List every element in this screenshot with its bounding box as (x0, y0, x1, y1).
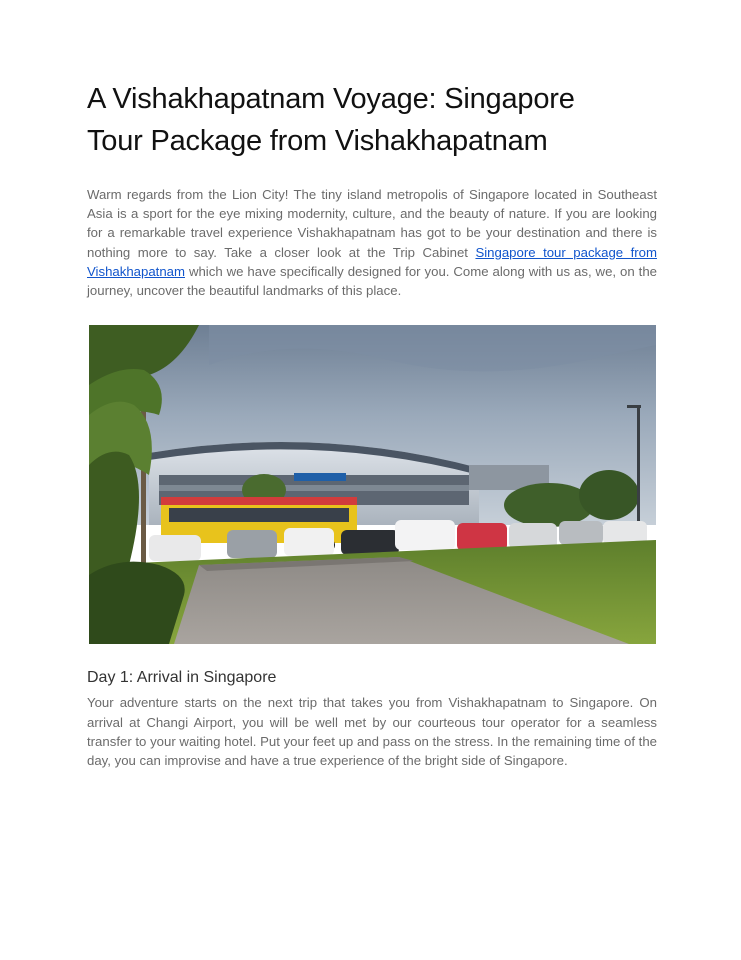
singapore-tour-package-link[interactable]: Singapore tour package from Vishakhapatnam (87, 244, 657, 279)
airport-photo (89, 325, 656, 644)
title-line-1: A Vishakhapatnam Voyage: Singapore (87, 83, 575, 115)
title-line-2: Tour Package from Vishakhapatnam (87, 125, 548, 157)
day1-heading: Day 1: Arrival in Singapore (87, 669, 277, 687)
document-page (87, 78, 657, 770)
intro-text-start: Warm regards from the Lion City! The tiny island metropolis of Singapore located in Southeast Asia is a sport for the eye mixing modernity, culture, and the beauty of nature. If you are looking for a remarkable travel experience Vishakhapatnam has got to be your destination and there is nothing more to say. Take a closer look at the Trip Cabinet (87, 187, 657, 260)
document-title (87, 78, 657, 162)
intro-paragraph (87, 185, 657, 300)
intro-text-end: which we have specifically designed for you. Come along with us as, we, on the journey, uncover the beautiful landmarks of this place. (87, 263, 657, 299)
day1-paragraph: Your adventure starts on the next trip that takes you from Vishakhapatnam to Singapore. On arrival at Changi Airport, you will be well met by our courteous tour operator for a seamless transfer to your waiting hotel. Put your feet up and pass on the stress. In the remaining time of the day, you can improvise and have a true experience of the bright side of Singapore. (87, 695, 657, 769)
